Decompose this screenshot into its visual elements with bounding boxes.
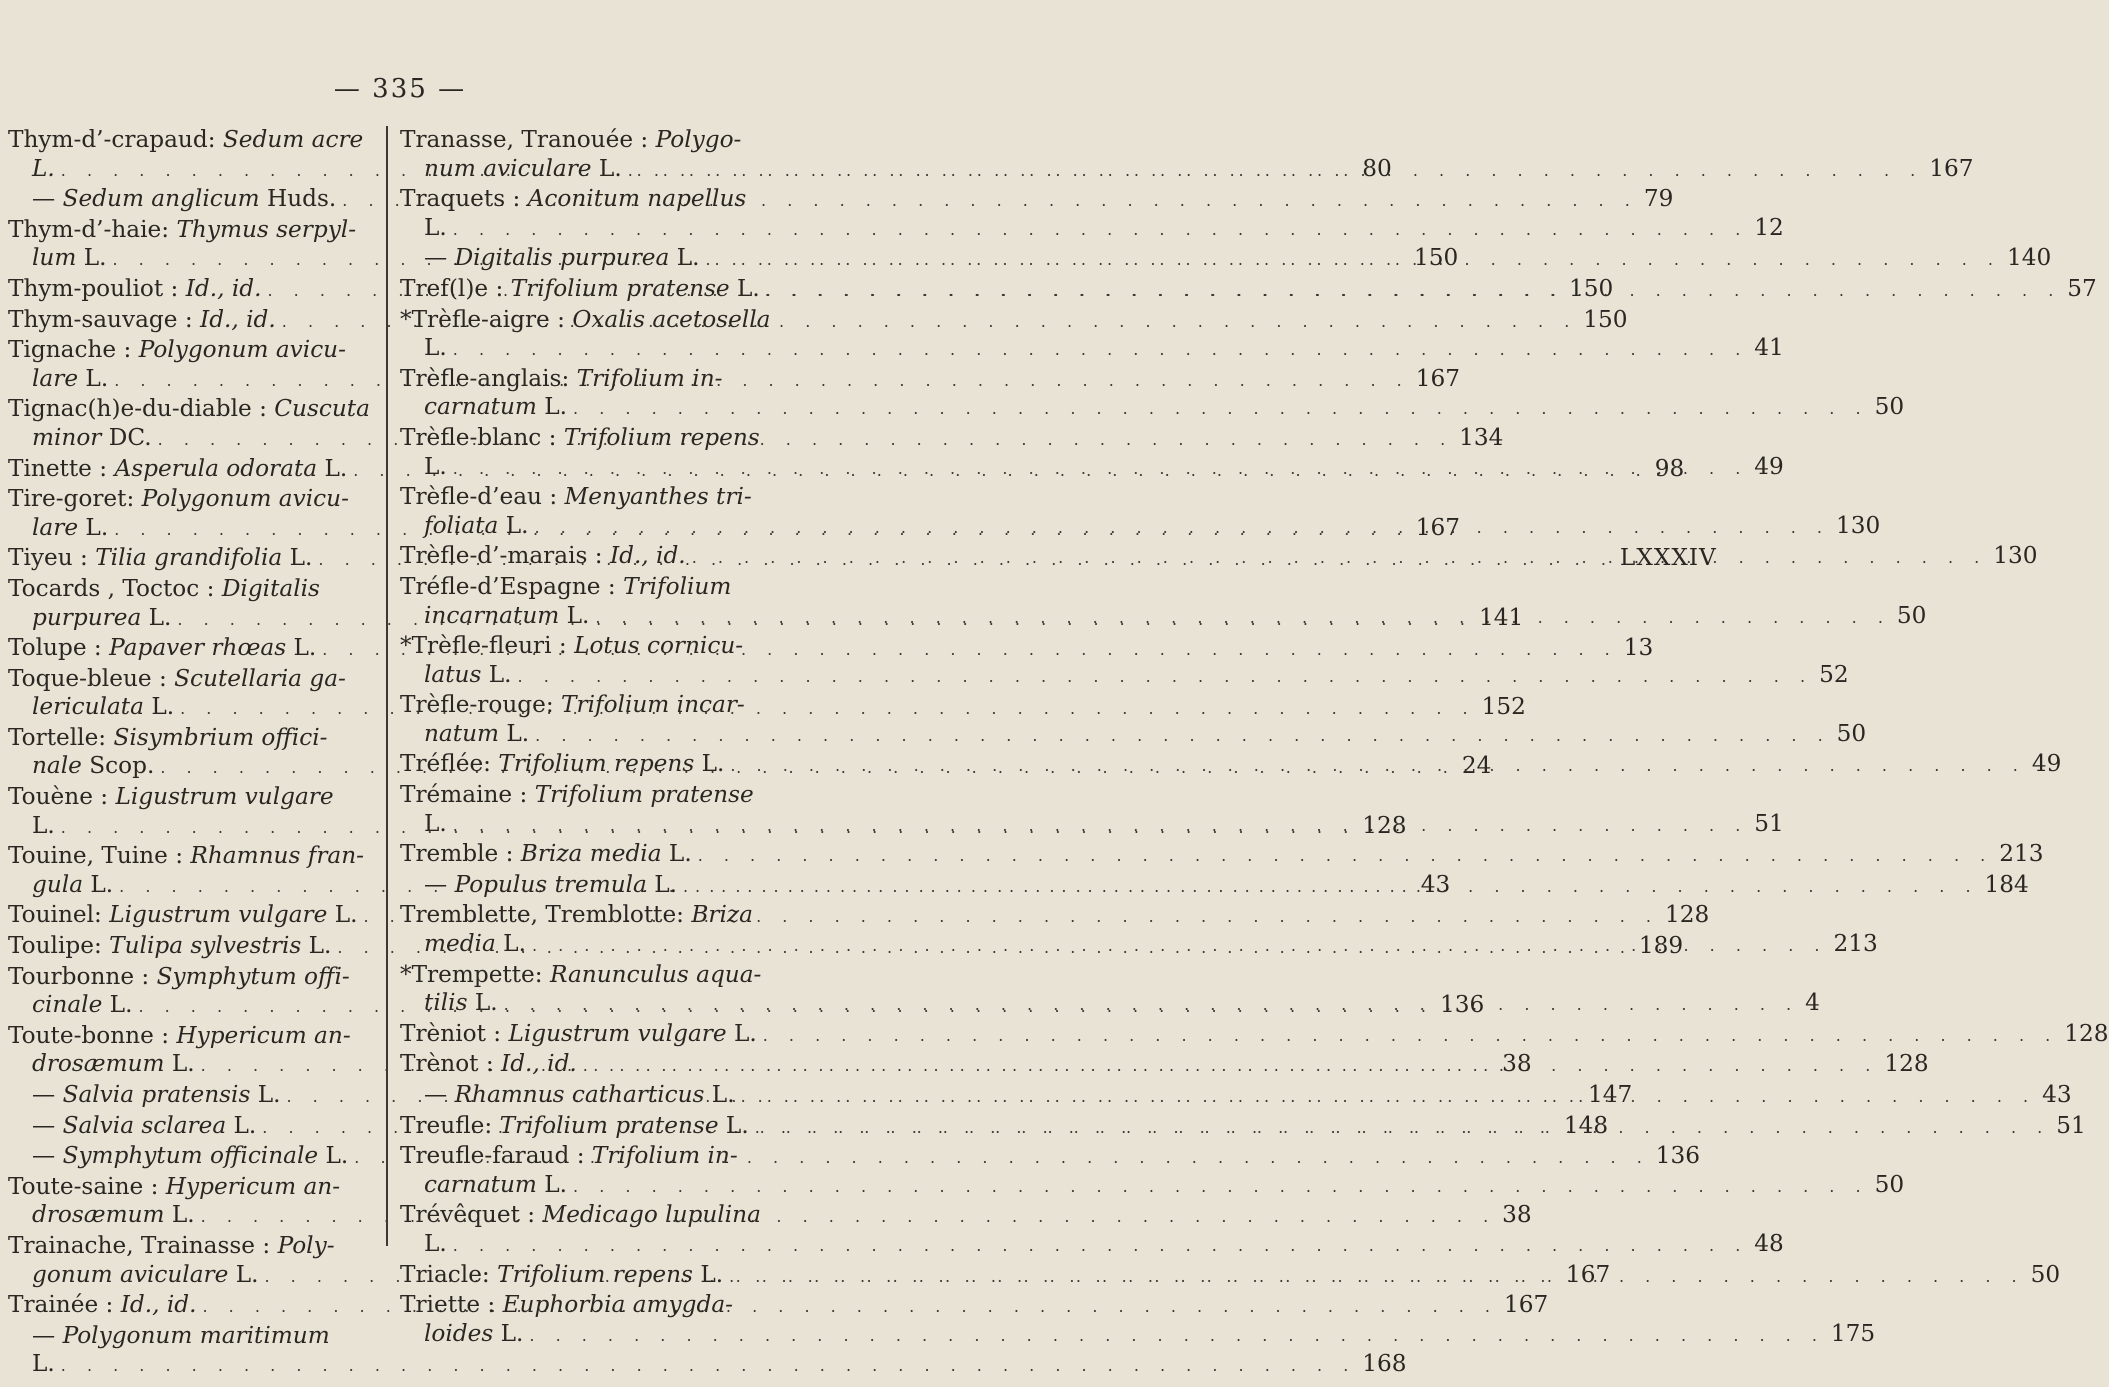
page-reference: 80 bbox=[1362, 154, 1392, 182]
entry-text: loides L. bbox=[424, 1319, 524, 1347]
entry-text: tilis L. bbox=[424, 989, 498, 1017]
page-reference: 51 bbox=[2056, 1111, 2086, 1139]
page-number: — 335 — bbox=[333, 74, 467, 104]
entry-text: Tref(l)e : Trifolium pratense L. bbox=[400, 274, 760, 302]
entry-text: Tremble : Briza media L. bbox=[400, 840, 692, 868]
page-reference: 43 bbox=[2042, 1081, 2072, 1108]
entry-text: Tire-goret: Polygonum avicu- bbox=[8, 485, 349, 513]
leader-dots bbox=[760, 274, 2062, 306]
leader-dots bbox=[686, 544, 1988, 573]
page-reference: 128 bbox=[1362, 811, 1407, 839]
entry-text: incarnatum L. bbox=[424, 601, 590, 629]
page-reference: 12 bbox=[1754, 213, 1784, 241]
leader-dots bbox=[724, 752, 2026, 781]
entry-text: Thym-d’-crapaud: Sedum acre bbox=[8, 126, 364, 153]
leader-dots bbox=[174, 695, 1476, 724]
entry-last-line bbox=[400, 719, 1867, 751]
page-reference: 50 bbox=[1896, 601, 1927, 629]
entry-text: Touinel: Ligustrum vulgare L. bbox=[8, 901, 358, 929]
page-reference: 147 bbox=[1588, 1081, 1633, 1108]
entry-text: drosæmum L. bbox=[32, 1201, 195, 1229]
entry-text: — Symphytum officinale L. bbox=[32, 1142, 349, 1170]
leader-dots bbox=[757, 1022, 2059, 1051]
entry-text: Toque-bleue : Scutellaria ga- bbox=[8, 664, 346, 692]
column-divider bbox=[386, 126, 388, 1246]
page-reference: 184 bbox=[1984, 870, 2029, 898]
page-reference: 79 bbox=[1643, 185, 1674, 213]
entry-text: Treufle: Trifolium pratense L. bbox=[400, 1111, 749, 1139]
entry-text: foliata L. bbox=[424, 511, 529, 539]
page-reference: 141 bbox=[1478, 603, 1524, 631]
entry-text: lum L. bbox=[32, 244, 107, 272]
page-reference: 128 bbox=[2064, 1019, 2109, 1047]
entry-text: Thym-d’-haie: Thymus serpyl- bbox=[8, 215, 357, 243]
page-reference: 24 bbox=[1461, 752, 1492, 780]
entry-text: Trainée : Id., id. bbox=[8, 1291, 197, 1319]
page-reference: 4 bbox=[1805, 989, 1820, 1017]
page-reference: 134 bbox=[1459, 423, 1504, 451]
leader-dots bbox=[692, 842, 1994, 871]
entry-text: Toute-bonne : Hypericum an- bbox=[8, 1021, 351, 1049]
entry-text: — Polygonum maritimum bbox=[32, 1321, 330, 1349]
page-reference: 49 bbox=[2031, 750, 2062, 778]
page-reference: 167 bbox=[1504, 1291, 1549, 1319]
leader-dots bbox=[735, 1083, 2037, 1112]
entry-text: L. bbox=[424, 334, 447, 362]
page-reference: 152 bbox=[1481, 693, 1526, 721]
entry-text: media L. bbox=[424, 930, 526, 958]
entry-text: Toulipe: Tulipa sylvestris L. bbox=[8, 932, 332, 960]
entry-text: Trèfle-anglais: Trifolium in- bbox=[400, 364, 723, 392]
page-reference: 49 bbox=[1754, 452, 1784, 480]
index-entry bbox=[8, 454, 1685, 486]
page-reference: 175 bbox=[1830, 1319, 1876, 1347]
page-reference: 50 bbox=[2030, 1260, 2061, 1288]
leader-dots bbox=[577, 1052, 1879, 1081]
page-reference: 136 bbox=[1655, 1142, 1701, 1170]
index-entry bbox=[400, 840, 2044, 871]
leader-dots bbox=[749, 1111, 2051, 1143]
entry-text: Tiyeu : Tilia grandifolia L. bbox=[8, 544, 313, 572]
page-reference: 150 bbox=[1414, 244, 1459, 272]
page-reference: 167 bbox=[1566, 1260, 1611, 1288]
entry-text: nale Scop. bbox=[32, 752, 155, 780]
page-reference: 13 bbox=[1623, 634, 1654, 662]
page-reference: 57 bbox=[2067, 274, 2097, 302]
entry-text: Trèfle-blanc : Trifolium repens bbox=[400, 423, 760, 451]
leader-dots bbox=[567, 395, 1869, 424]
entry-text: Trèniot : Ligustrum vulgare L. bbox=[400, 1019, 757, 1047]
leader-dots bbox=[447, 812, 1749, 841]
entry-text: lericulata L. bbox=[32, 693, 175, 721]
leader-dots bbox=[589, 604, 1891, 633]
entry-text: Trènot : Id., id. bbox=[400, 1050, 577, 1078]
entry-text: gula L. bbox=[32, 870, 114, 898]
entry-text: L. bbox=[32, 154, 55, 182]
page-reference: 50 bbox=[1874, 1170, 1905, 1198]
entry-text: Trémaine : Trifolium pratense bbox=[400, 781, 754, 809]
entry-text: lare L. bbox=[32, 513, 109, 541]
entry-text: carnatum L. bbox=[424, 393, 568, 421]
page-reference: 50 bbox=[1836, 719, 1867, 747]
entry-text: L. bbox=[32, 811, 55, 839]
entry-text: Tourbonne : Symphytum offi- bbox=[8, 962, 350, 990]
leader-dots bbox=[523, 1322, 1825, 1351]
leader-dots bbox=[55, 1352, 1357, 1381]
page-reference: 150 bbox=[1583, 305, 1628, 333]
entry-text: *Trèfle-aigre : Oxalis acetosella bbox=[400, 305, 771, 333]
page-reference: 50 bbox=[1874, 393, 1905, 421]
entry-last-line bbox=[400, 1170, 1905, 1202]
page-reference: 38 bbox=[1502, 1201, 1532, 1229]
page-reference: 168 bbox=[1362, 1350, 1407, 1378]
entry-text: latus L. bbox=[424, 660, 512, 688]
entry-text: L. bbox=[424, 809, 447, 837]
entry-text: Trèfle-d’eau : Menyanthes tri- bbox=[400, 483, 752, 511]
leader-dots bbox=[529, 722, 1831, 751]
page-reference: 140 bbox=[2007, 244, 2052, 272]
entry-last-line bbox=[400, 1019, 2109, 1051]
entry-text: Thym-pouliot : Id., id. bbox=[8, 274, 262, 302]
leader-dots bbox=[567, 1173, 1869, 1202]
entry-text: L. bbox=[424, 452, 447, 480]
page-reference: 51 bbox=[1754, 809, 1784, 837]
page-reference: 148 bbox=[1563, 1111, 1609, 1139]
entry-text: Thym-sauvage : Id., id. bbox=[8, 305, 276, 333]
entry-text: num aviculare L. bbox=[424, 154, 622, 182]
entry-text: — Rhamnus catharticus L. bbox=[424, 1081, 735, 1108]
leader-dots bbox=[196, 1293, 1498, 1322]
entry-text: Tortelle: Sisymbrium offici- bbox=[8, 723, 328, 751]
entry-text: Triette : Euphorbia amygda- bbox=[400, 1291, 734, 1319]
entry-text: purpurea L. bbox=[32, 603, 172, 631]
page-reference: 98 bbox=[1654, 454, 1685, 482]
entry-text: cinale L. bbox=[32, 991, 133, 1019]
page-reference: 48 bbox=[1754, 1229, 1784, 1257]
entry-text: — Salvia pratensis L. bbox=[32, 1081, 281, 1108]
entry-text: — Salvia sclarea L. bbox=[32, 1111, 257, 1139]
entry-text: — Sedum anglicum Huds. bbox=[32, 185, 337, 213]
leader-dots bbox=[699, 246, 2001, 275]
entry-text: Tignac(h)e-du-diable : Cuscuta bbox=[8, 395, 370, 423]
leader-dots bbox=[528, 514, 1830, 543]
page-reference: 128 bbox=[1884, 1050, 1929, 1078]
entry-text: natum L. bbox=[424, 719, 530, 747]
entry-text: minor DC. bbox=[32, 423, 152, 451]
index-entry bbox=[400, 1019, 2109, 1051]
page-reference: 213 bbox=[1999, 840, 2044, 868]
page-reference: 52 bbox=[1819, 660, 1849, 688]
entry-text: Tinette : Asperula odorata L. bbox=[8, 454, 348, 482]
entry-text: *Trèfle-fleuri : Lotus cornicu- bbox=[400, 632, 744, 660]
entry-text: Tremblette, Tremblotte: Briza bbox=[400, 901, 753, 929]
page-reference: 130 bbox=[1993, 542, 2038, 570]
entry-text: Tréflée: Trifolium repens L. bbox=[400, 750, 725, 778]
entry-text: Triacle: Trifolium repens L. bbox=[400, 1260, 724, 1288]
leader-dots bbox=[447, 216, 1749, 245]
entry-text: drosæmum L. bbox=[32, 1050, 195, 1078]
entry-text: Trévêquet : Medicago lupulina bbox=[400, 1201, 761, 1229]
entry-last-line bbox=[8, 811, 1407, 843]
leader-dots bbox=[512, 663, 1814, 692]
entry-last-line bbox=[8, 1350, 1407, 1381]
entry-text: Touène : Ligustrum vulgare bbox=[8, 783, 334, 811]
entry-text: Touine, Tuine : Rhamnus fran- bbox=[8, 842, 365, 870]
leader-dots bbox=[447, 1232, 1749, 1261]
leader-dots bbox=[677, 870, 1979, 902]
entry-last-line bbox=[400, 213, 1784, 245]
entry-text: *Trempette: Ranunculus aqua- bbox=[400, 960, 762, 988]
page-reference: 130 bbox=[1836, 511, 1881, 539]
leader-dots bbox=[195, 1203, 1497, 1232]
leader-dots bbox=[622, 154, 1924, 186]
leader-dots bbox=[152, 423, 1454, 455]
page-reference: 136 bbox=[1439, 991, 1485, 1019]
page-reference: 38 bbox=[1502, 1050, 1532, 1078]
entry-text: Trèfle-d’-marais : Id., id. bbox=[400, 542, 686, 570]
page-reference: 167 bbox=[1415, 513, 1460, 541]
entry-text: Tignache : Polygonum avicu- bbox=[8, 336, 346, 364]
entry-text: carnatum L. bbox=[424, 1170, 568, 1198]
page-reference: 150 bbox=[1569, 274, 1614, 302]
entry-last-line bbox=[8, 454, 1685, 486]
entry-text: L. bbox=[32, 1350, 55, 1378]
entry-text: L. bbox=[424, 213, 447, 241]
entry-text: Toute-saine : Hypericum an- bbox=[8, 1172, 341, 1200]
entry-last-line bbox=[400, 334, 1784, 365]
leader-dots bbox=[498, 991, 1800, 1020]
page-reference: LXXXIV bbox=[1619, 544, 1717, 572]
entry-text: Traquets : Aconitum napellus bbox=[400, 185, 747, 213]
page-reference: 167 bbox=[1415, 364, 1460, 392]
entry-last-line bbox=[400, 1229, 1784, 1261]
leader-dots bbox=[447, 336, 1749, 365]
entry-text: Trèfle-rouge: Trifolium incar- bbox=[400, 691, 745, 719]
page-reference: 43 bbox=[1420, 870, 1451, 898]
leader-dots bbox=[723, 1260, 2025, 1292]
entry-text: Tranasse, Tranouée : Polygo- bbox=[400, 126, 742, 153]
entry-text: Tréfle-d’Espagne : Trifolium bbox=[400, 572, 732, 600]
page-reference: 213 bbox=[1833, 930, 1878, 958]
leader-dots bbox=[526, 932, 1828, 961]
entry-text: — Digitalis purpurea L. bbox=[424, 244, 700, 272]
entry-last-line bbox=[400, 660, 1849, 692]
entry-text: lare L. bbox=[32, 364, 109, 392]
page-reference: 167 bbox=[1929, 154, 1974, 182]
entry-text: Tolupe : Papaver rhœas L. bbox=[8, 634, 317, 662]
page-reference: 41 bbox=[1754, 334, 1784, 362]
entry-text: Tocards , Toctoc : Digitalis bbox=[8, 574, 320, 602]
entry-text: — Populus tremula L. bbox=[424, 870, 678, 898]
page-reference: 128 bbox=[1665, 901, 1710, 929]
entry-last-line bbox=[400, 393, 1905, 424]
entry-last-line bbox=[400, 1319, 1876, 1351]
entry-text: Treufle-faraud : Trifolium in- bbox=[400, 1142, 738, 1170]
leader-dots bbox=[447, 455, 1749, 484]
entry-text: gonum aviculare L. bbox=[32, 1260, 259, 1288]
entry-text: Trainache, Trainasse : Poly- bbox=[8, 1231, 335, 1259]
page-reference: 189 bbox=[1638, 932, 1684, 960]
entry-last-line bbox=[400, 840, 2044, 871]
entry-text: L. bbox=[424, 1229, 447, 1257]
